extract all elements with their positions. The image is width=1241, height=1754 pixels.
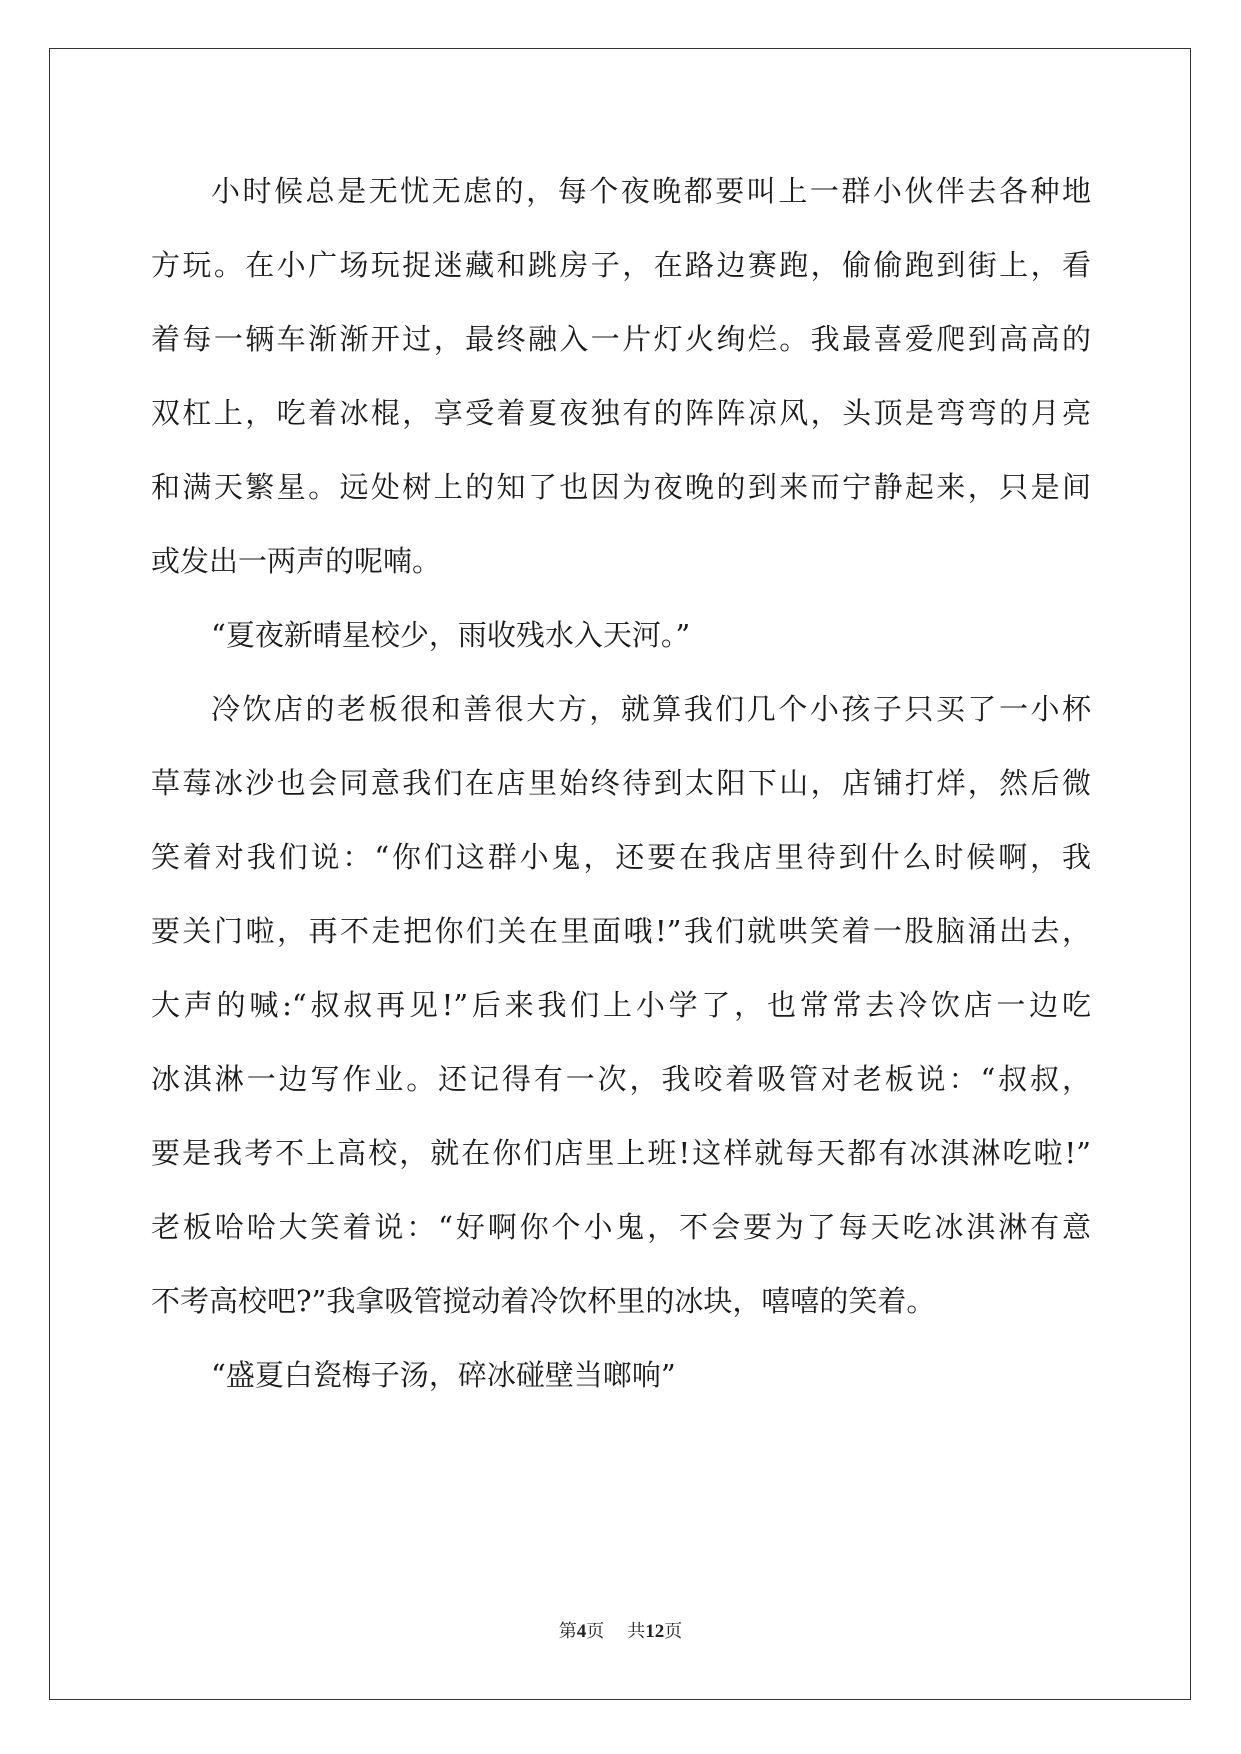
current-page-number: 4 bbox=[576, 1621, 587, 1642]
footer-total-suffix: 页 bbox=[664, 1621, 683, 1642]
text-line: 或发出一两声的呢喃。 bbox=[151, 544, 442, 578]
text-line: 笑着对我们说：“你们这群小鬼，还要在我店里待到什么时候啊，我 bbox=[151, 840, 1091, 874]
text-line: 不考高校吧?”我拿吸管搅动着冷饮杯里的冰块，嘻嘻的笑着。 bbox=[151, 1284, 936, 1318]
text-line: 冷饮店的老板很和善很大方，就算我们几个小孩子只买了一小杯 bbox=[211, 692, 1091, 726]
text-line: 双杠上，吃着冰棍，享受着夏夜独有的阵阵凉风，头顶是弯弯的月亮 bbox=[151, 396, 1091, 430]
text-line: 冰淇淋一边写作业。还记得有一次，我咬着吸管对老板说：“叔叔， bbox=[151, 1062, 1091, 1096]
text-line: 和满天繁星。远处树上的知了也因为夜晚的到来而宁静起来，只是间 bbox=[151, 470, 1091, 504]
text-line: 老板哈哈大笑着说：“好啊你个小鬼，不会要为了每天吃冰淇淋有意 bbox=[151, 1210, 1091, 1244]
footer-prefix: 第 bbox=[558, 1621, 577, 1642]
text-line: 要关门啦，再不走把你们关在里面哦!”我们就哄笑着一股脑涌出去， bbox=[151, 914, 1091, 948]
text-line: 草莓冰沙也会同意我们在店里始终待到太阳下山，店铺打烊，然后微 bbox=[151, 766, 1091, 800]
page-footer bbox=[0, 1617, 1241, 1643]
text-line: 要是我考不上高校，就在你们店里上班!这样就每天都有冰淇淋吃啦!” bbox=[151, 1136, 1091, 1170]
text-line: 小时候总是无忧无虑的，每个夜晚都要叫上一群小伙伴去各种地 bbox=[211, 174, 1091, 208]
text-line: 方玩。在小广场玩捉迷藏和跳房子，在路边赛跑，偷偷跑到街上，看 bbox=[151, 248, 1091, 282]
text-line: “夏夜新晴星校少，雨收残水入天河。” bbox=[211, 618, 691, 652]
text-line: 大声的喊:“叔叔再见!”后来我们上小学了，也常常去冷饮店一边吃 bbox=[151, 988, 1091, 1022]
document-body bbox=[151, 154, 1091, 1412]
text-line: “盛夏白瓷梅子汤，碎冰碰壁当啷响” bbox=[211, 1358, 676, 1392]
footer-total-prefix: 共 bbox=[627, 1621, 646, 1642]
text-line: 着每一辆车渐渐开过，最终融入一片灯火绚烂。我最喜爱爬到高高的 bbox=[151, 322, 1091, 356]
total-pages-number: 12 bbox=[645, 1621, 665, 1642]
footer-page-suffix: 页 bbox=[586, 1621, 605, 1642]
